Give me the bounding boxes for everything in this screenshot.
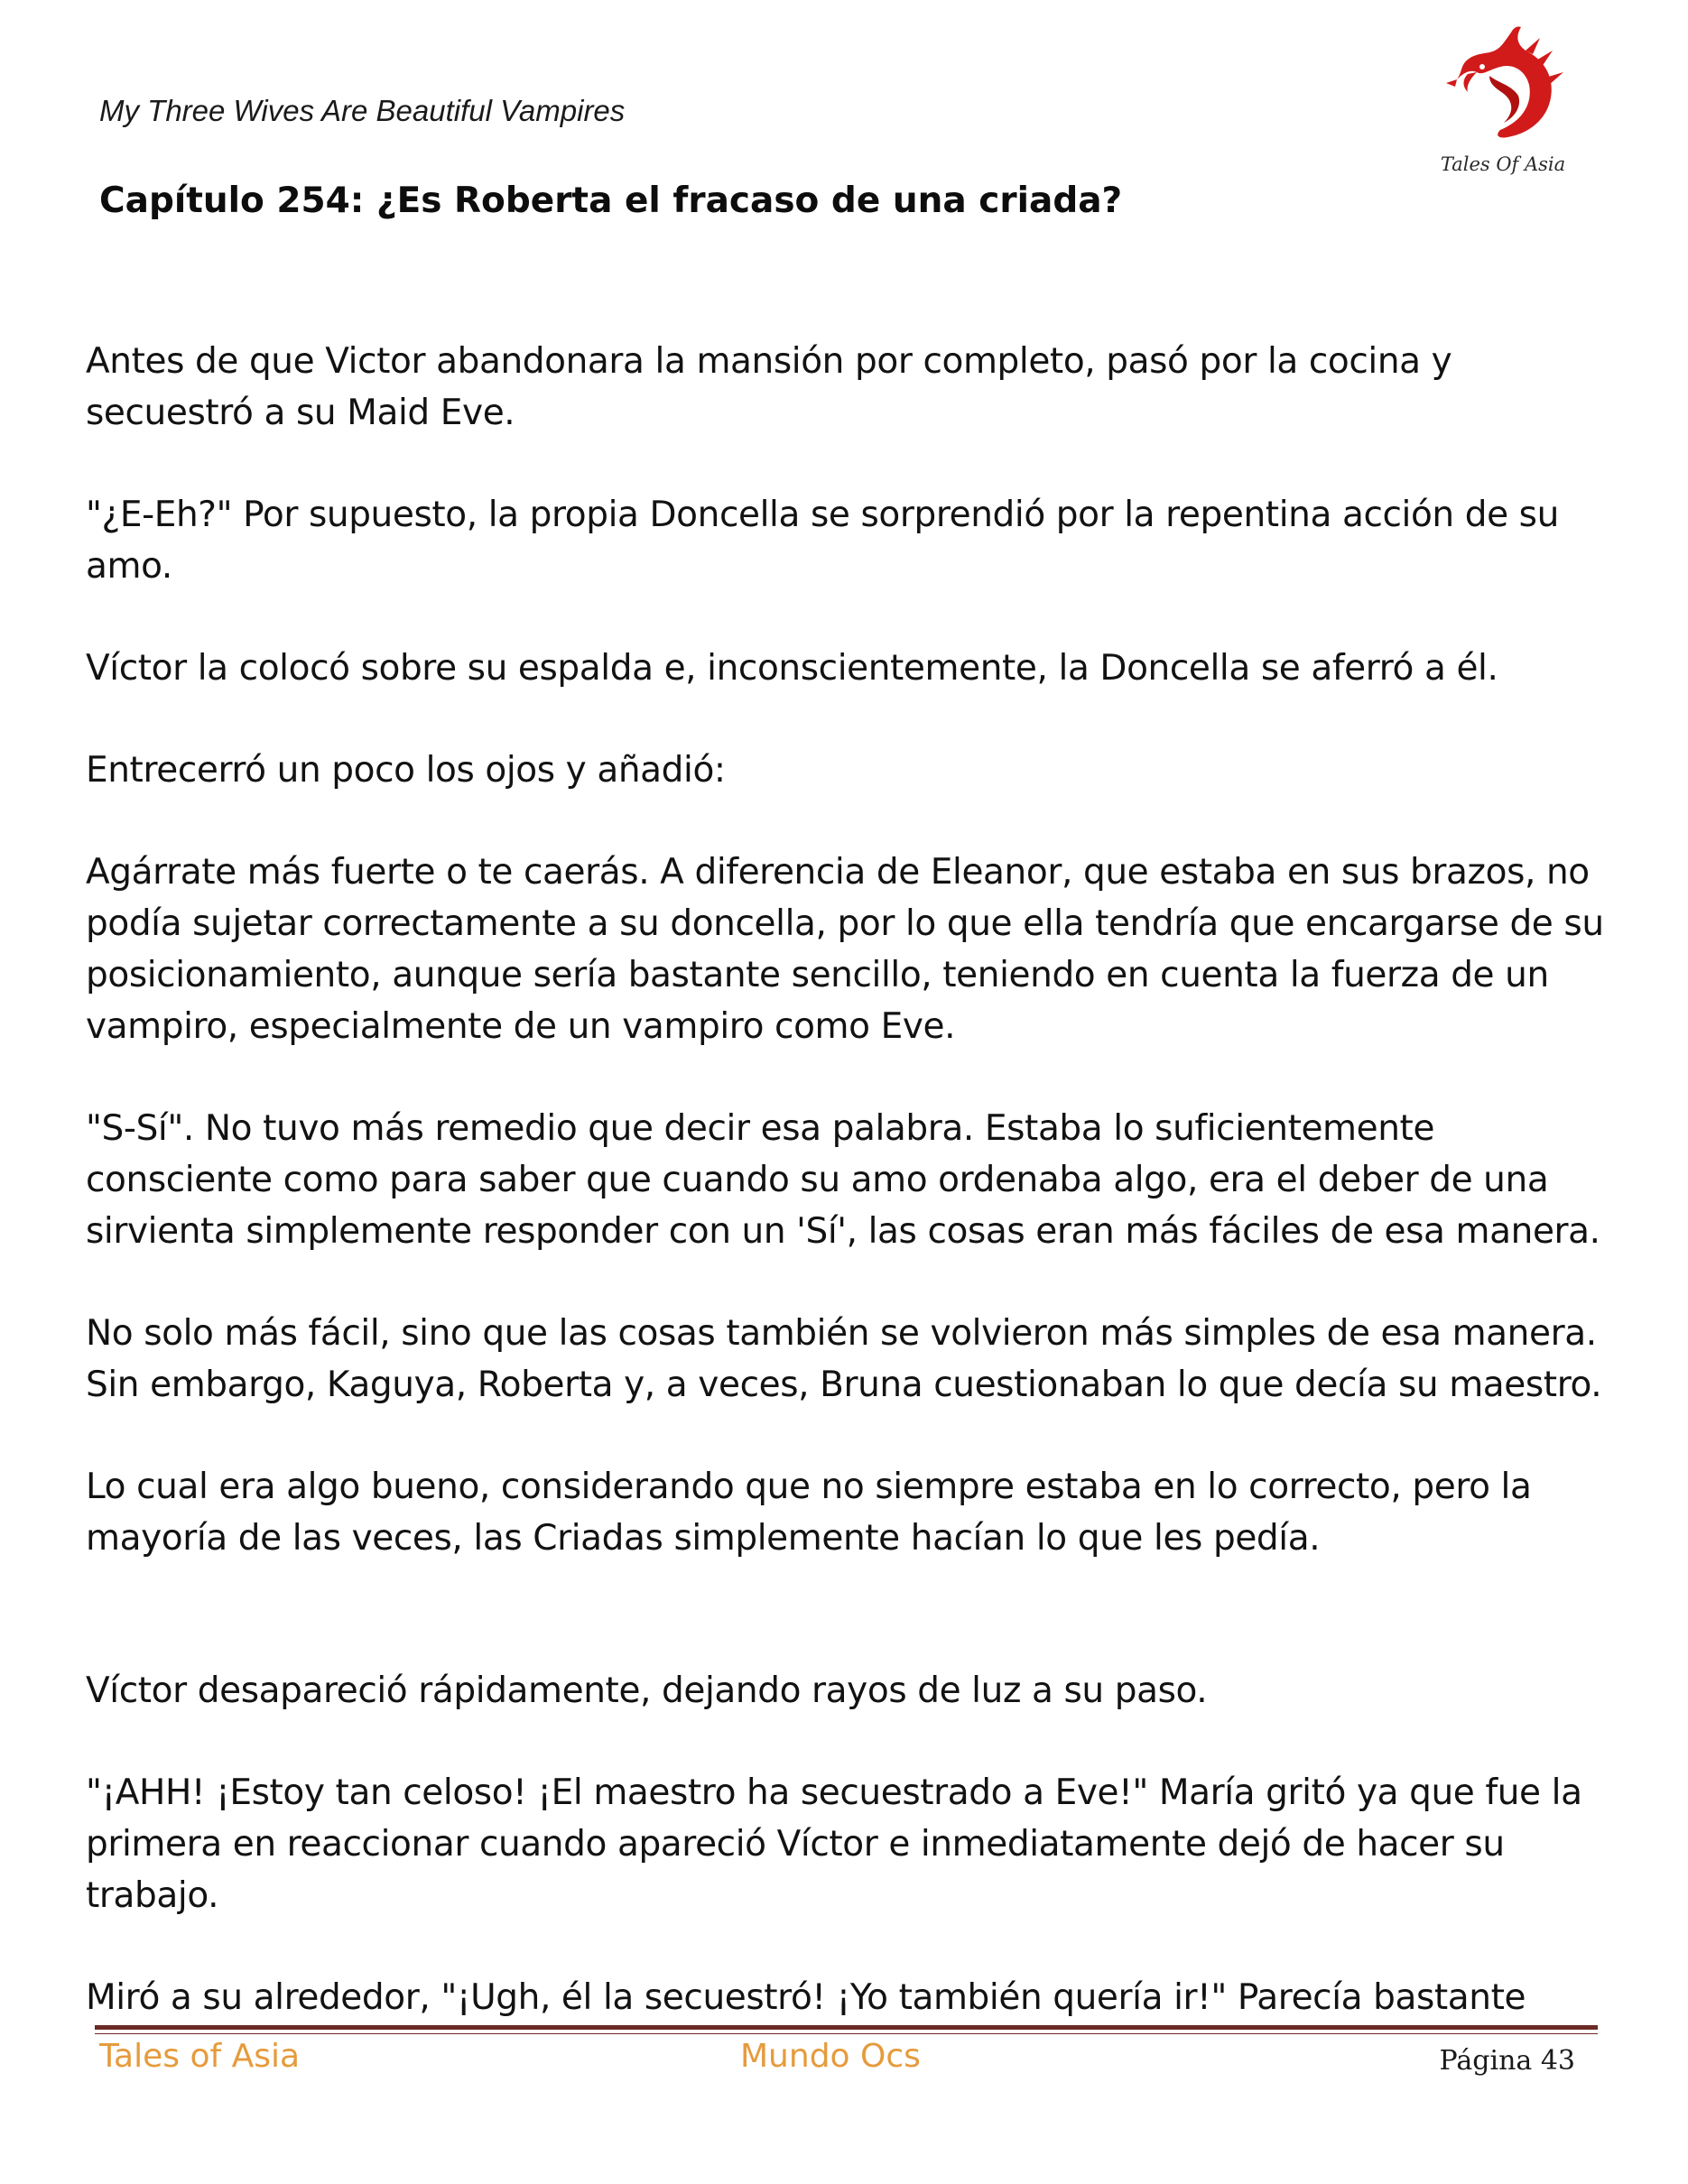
paragraph: Agárrate más fuerte o te caerás. A diferencia de Eleanor, que estaba en sus brazos, no podía sujetar correctamente a su doncella, por lo que ella tendría que encargarse de su posicionamiento, aunque sería bastante sencillo, teniendo en cuenta la fuerza de un vampiro, especialmente de un vampiro como Eve. <box>86 852 1604 1047</box>
red-dragon-logo-icon <box>1435 20 1571 155</box>
footer-section: Mundo Ocs <box>740 2038 921 2075</box>
paragraph: Víctor la colocó sobre su espalda e, inconscientemente, la Doncella se aferró a él. <box>86 648 1498 689</box>
paragraph: "¿E-Eh?" Por supuesto, la propia Doncella se sorprendió por la repentina acción de su amo. <box>86 495 1559 587</box>
footer-rule <box>95 2025 1598 2030</box>
paragraph: Entrecerró un poco los ojos y añadió: <box>86 750 726 791</box>
paragraph: No solo más fácil, sino que las cosas también se volvieron más simples de esa manera. Sin embargo, Kaguya, Roberta y, a veces, Bruna cuestionaban lo que decía su maestro. <box>86 1313 1602 1405</box>
chapter-body <box>86 336 1620 2032</box>
footer-rule-thin <box>95 2033 1598 2034</box>
paragraph: Víctor desapareció rápidamente, dejando rayos de luz a su paso. <box>86 1670 1208 1711</box>
paragraph: Miró a su alrededor, "¡Ugh, él la secuestró! ¡Yo también quería ir!" Parecía bastante <box>86 1977 1526 2018</box>
chapter-title: Capítulo 254: ¿Es Roberta el fracaso de una criada? <box>99 180 1123 221</box>
page-number: Página 43 <box>1439 2045 1575 2077</box>
paragraph: Lo cual era algo bueno, considerando que no siempre estaba en lo correcto, pero la mayoría de las veces, las Criadas simplemente hacían lo que les pedía. <box>86 1467 1532 1559</box>
paragraph: "S-Sí". No tuvo más remedio que decir esa palabra. Estaba lo suficientemente consciente como para saber que cuando su amo ordenaba algo, era el deber de una sirvienta simplemente responder con un 'Sí', las cosas eran más fáciles de esa manera. <box>86 1108 1600 1252</box>
logo-text: Tales Of Asia <box>1440 153 1566 175</box>
book-title: My Three Wives Are Beautiful Vampires <box>99 94 626 127</box>
paragraph: Antes de que Victor abandonara la mansión por completo, pasó por la cocina y secuestró a su Maid Eve. <box>86 341 1452 433</box>
footer-publisher: Tales of Asia <box>99 2038 301 2075</box>
tales-of-asia-logo <box>1435 20 1571 182</box>
paragraph: "¡AHH! ¡Estoy tan celoso! ¡El maestro ha secuestrado a Eve!" María gritó ya que fue la primera en reaccionar cuando apareció Víctor e inmediatamente dejó de hacer su trabajo. <box>86 1772 1582 1916</box>
